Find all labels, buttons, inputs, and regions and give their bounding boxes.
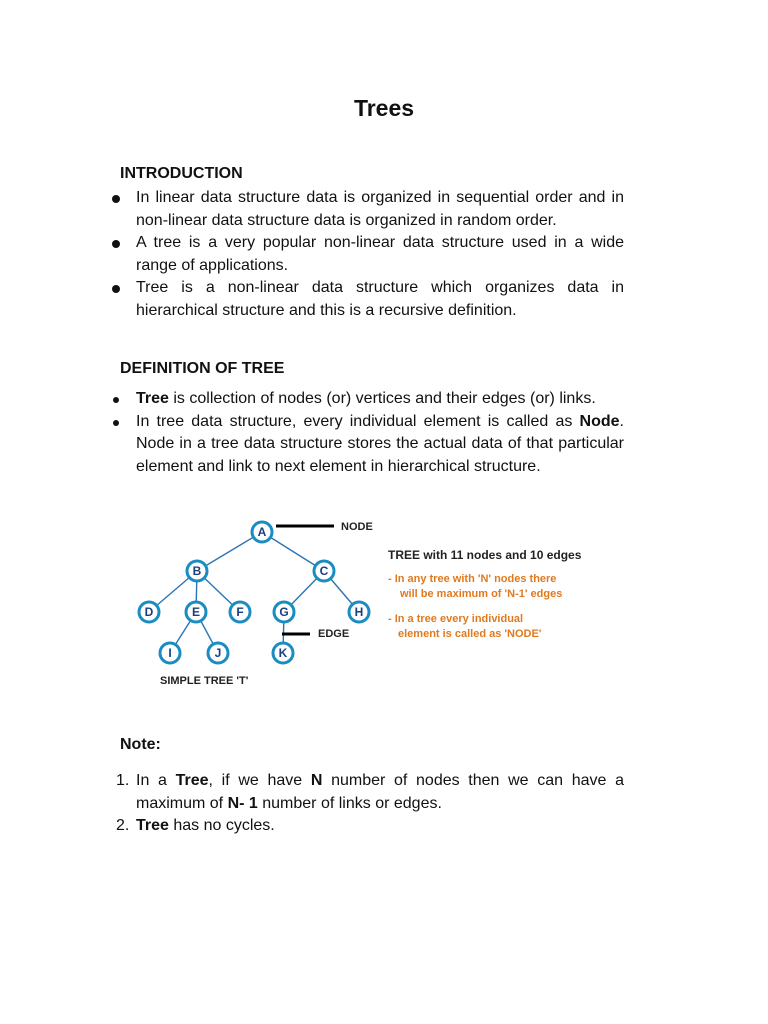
- node-i: [160, 643, 180, 663]
- node-f: [230, 602, 250, 622]
- diagram-note-2-line-1: - In a tree every individual: [388, 613, 524, 625]
- list-number: 2.: [116, 817, 130, 834]
- introduction-list: [110, 187, 624, 322]
- node-label: B: [192, 564, 202, 578]
- list-item: [110, 187, 624, 232]
- note-heading: Note:: [120, 736, 161, 753]
- node-callout-label: NODE: [341, 521, 373, 533]
- diagram-summary: TREE with 11 nodes and 10 edges: [388, 548, 582, 562]
- term-node: Node: [579, 412, 620, 430]
- list-item: [110, 277, 624, 322]
- node-label: C: [319, 564, 329, 578]
- list-item-text: has no cycles.: [168, 817, 275, 834]
- list-item-text: is collection of nodes (or) vertices and their edges (or) links.: [168, 390, 596, 407]
- bullet-icon: [112, 285, 120, 293]
- list-item-text: number of links or edges.: [257, 794, 442, 812]
- list-item: [116, 770, 624, 815]
- diagram-caption: SIMPLE TREE 'T': [160, 675, 249, 687]
- node-label: F: [236, 605, 244, 619]
- note-list: [116, 770, 624, 838]
- diagram-note-1-line-2: will be maximum of 'N-1' edges: [400, 588, 563, 600]
- term-tree: Tree: [136, 817, 169, 834]
- term-n-minus-1: N- 1: [227, 794, 258, 812]
- term-tree: Tree: [136, 390, 169, 407]
- term-tree: Tree: [175, 772, 209, 789]
- node-a: [252, 522, 272, 542]
- edge-callout-label: EDGE: [318, 628, 350, 640]
- node-k: [273, 643, 293, 663]
- node-j: [208, 643, 228, 663]
- list-item-text: , if we have: [208, 772, 311, 789]
- list-item: [110, 232, 624, 277]
- list-item-text: number of nodes then we can have a maximum of: [136, 772, 625, 812]
- list-item-text: In linear data structure data is organized in sequential order and in non-linear data structure data is organized in random order.: [136, 189, 624, 229]
- list-item-text: Tree is a non-linear data structure which organizes data in hierarchical structure and this is a recursive definition.: [136, 279, 624, 319]
- tree-diagram: [130, 510, 610, 690]
- node-label: I: [168, 646, 172, 660]
- node-label: K: [278, 646, 288, 660]
- bullet-icon: [112, 195, 120, 203]
- definition-heading: DEFINITION OF TREE: [120, 360, 285, 377]
- list-item: [116, 815, 624, 838]
- list-item-text: . Node in a tree data structure stores the actual data of that particular element and link to next element in hierarchical structure.: [136, 412, 624, 475]
- bullet-icon: [113, 397, 119, 403]
- node-h: [349, 602, 369, 622]
- node-label: A: [257, 525, 267, 539]
- list-item-text: In a: [136, 772, 176, 789]
- list-item-text: A tree is a very popular non-linear data structure used in a wide range of applications.: [136, 234, 624, 274]
- node-label: J: [214, 646, 222, 660]
- node-c: [314, 561, 334, 581]
- list-item-text: In tree data structure, every individual element is called as: [136, 412, 580, 430]
- node-label: G: [279, 605, 289, 619]
- list-item: [110, 388, 624, 411]
- diagram-note-2-line-2: element is called as 'NODE': [398, 628, 542, 640]
- bullet-icon: [113, 420, 119, 426]
- node-e: [186, 602, 206, 622]
- page-title: Trees: [353, 95, 415, 121]
- node-b: [187, 561, 207, 581]
- node-label: H: [354, 605, 364, 619]
- node-d: [139, 602, 159, 622]
- node-g: [274, 602, 294, 622]
- term-n: N: [310, 772, 323, 789]
- bullet-icon: [112, 240, 120, 248]
- list-item: [110, 411, 624, 479]
- list-number: 1.: [116, 772, 130, 789]
- introduction-heading: INTRODUCTION: [120, 165, 243, 182]
- definition-list: [110, 388, 624, 478]
- node-label: D: [144, 605, 154, 619]
- diagram-note-1-line-1: - In any tree with 'N' nodes there: [388, 573, 557, 585]
- node-label: E: [191, 605, 201, 619]
